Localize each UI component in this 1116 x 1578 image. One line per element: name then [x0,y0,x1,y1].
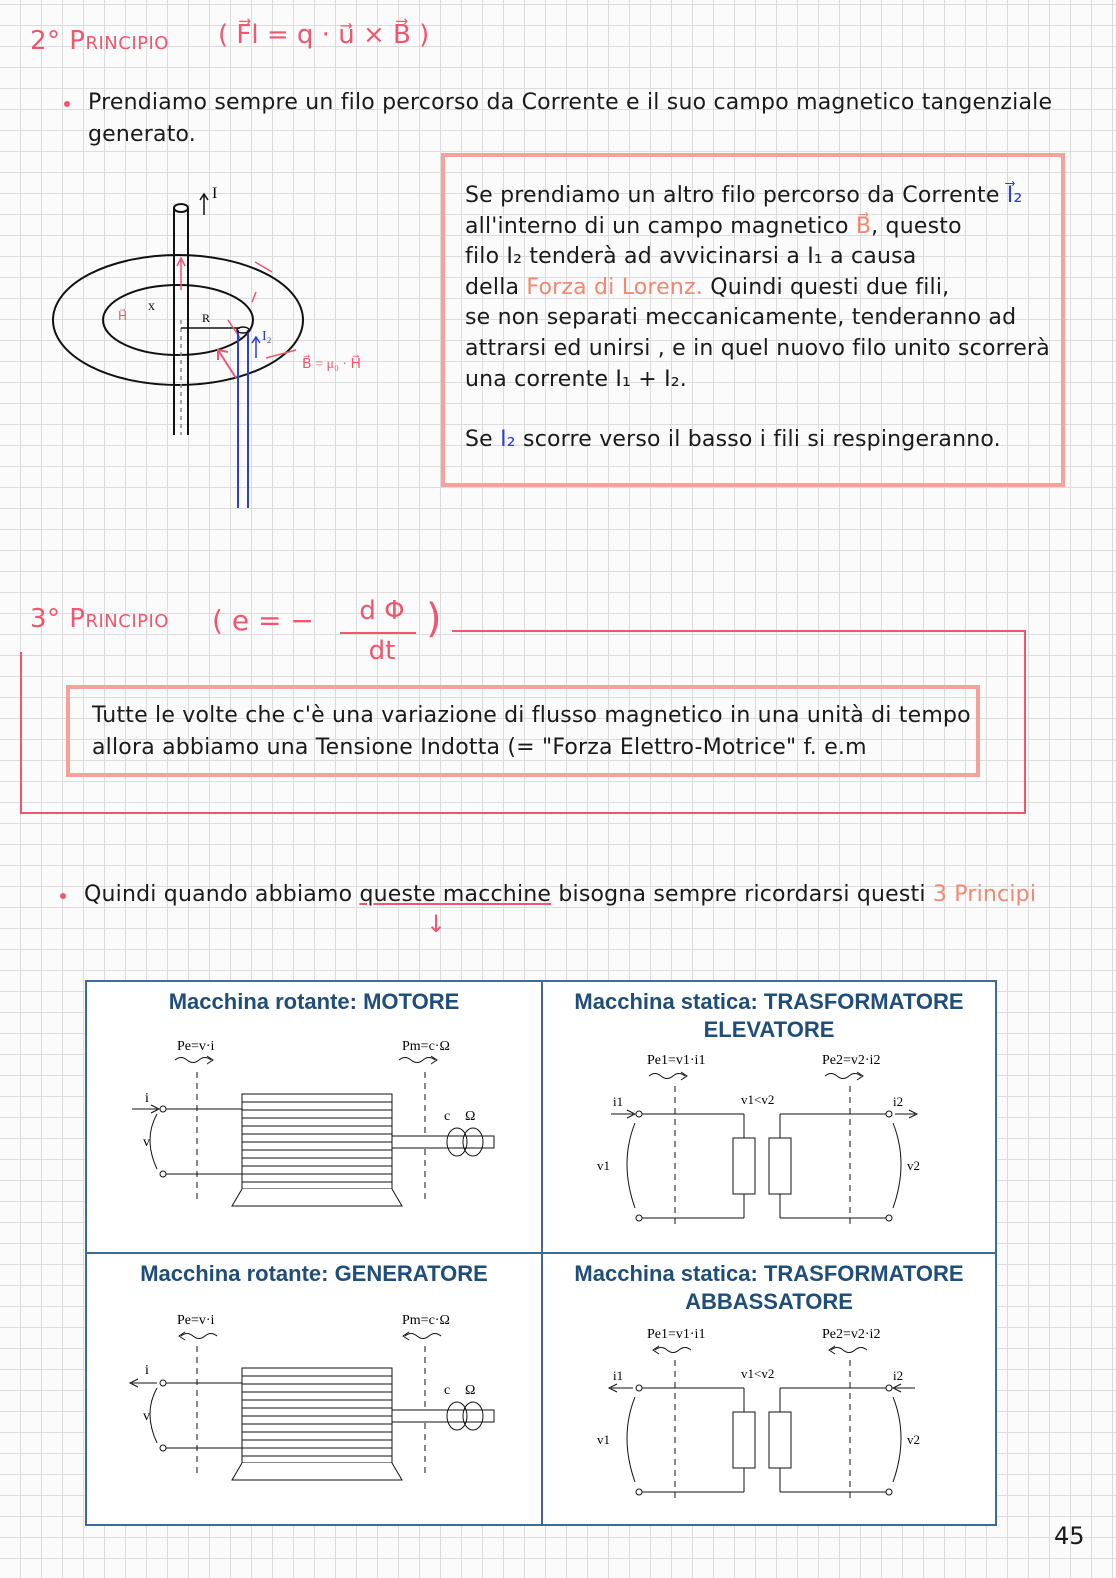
bullet3-post: bisogna sempre ricordarsi questi [558,882,926,907]
generatore-title: Macchina rotante: GENERATORE [140,1261,488,1286]
principle3-formula-close: ) [426,596,442,642]
box-line1: Se prendiamo un altro filo percorso da Corrente [465,183,1000,208]
b-formula: B⃗ = μ₀ · H⃗ [302,357,362,372]
principle2-bullet-line2: generato. [88,122,196,147]
box-lorentz: Forza di Lorenz. [526,275,704,300]
wire-field-diagram [40,170,420,515]
frame-left-line [20,652,22,814]
motore-title: Macchina rotante: MOTORE [168,989,460,1014]
generatore-omega: Ω [465,1383,476,1398]
principle3-formula-num: d Φ [359,596,405,626]
down-arrow: ↓ [426,910,447,938]
principle2-explanation-box [441,153,1065,487]
motore-pm: Pm=c·Ω [402,1039,450,1054]
outer-field-line [53,255,303,385]
box-last-pre: Se [465,427,493,452]
elevatore-i1: i1 [613,1094,624,1109]
machines-table [85,980,997,1526]
principle3-line2: allora abbiamo una Tensione Indotta (= "Forza Elettro-Motrice" f. e.m [92,735,867,760]
abbassatore-cmp: v1<v2 [741,1366,775,1381]
box-line4b: Quindi questi due fili, [710,275,950,300]
generatore-c: c [444,1383,451,1398]
generatore-pm: Pm=c·Ω [402,1313,450,1328]
bullet3-underlined: queste macchine [359,882,552,907]
motore-omega: Ω [465,1109,476,1124]
abbassatore-diagram [587,1322,967,1502]
generatore-pe: Pe=v·i [177,1313,215,1328]
bullet3-pre: Quindi quando abbiamo [84,882,353,907]
page-number: 45 [1054,1522,1085,1550]
abbassatore-i1: i1 [613,1368,624,1383]
motore-pe: Pe=v·i [177,1039,215,1054]
abbassatore-v2: v2 [907,1432,920,1447]
box-line7: una corrente I₁ + I₂. [465,367,687,392]
principle3-line1: Tutte le volte che c'è una variazione di flusso magnetico in una unità di tempo [92,703,971,728]
generatore-v: v [143,1409,150,1424]
box-line4: della [465,275,520,300]
radius-label: R [202,311,211,325]
abbassatore-title-line2: ABBASSATORE [685,1289,853,1314]
abbassatore-v1: v1 [597,1432,610,1447]
generatore-diagram [127,1308,507,1488]
principle3-box [66,685,980,777]
frame-right-line [1024,630,1026,814]
box-last-i2: I₂ [500,427,516,452]
bullet3-line [84,882,1036,907]
box-line5: se non separati meccanicamente, tenderanno ad [465,305,1017,330]
box-line3: filo I₂ tenderà ad avvicinarsi a I₁ a causa [465,244,917,269]
fraction-bar [340,632,416,634]
box-b-vector: B⃗ [855,214,872,239]
elevatore-title-line1: Macchina statica: TRASFORMATORE [574,989,964,1014]
elevatore-v1: v1 [597,1158,610,1173]
abbassatore-title-line1: Macchina statica: TRASFORMATORE [574,1261,964,1286]
i2-diagram-label: I₂ [262,329,272,344]
principle2-bullet-line1: Prendiamo sempre un filo percorso da Corrente e il suo campo magnetico tangenziale [88,90,1053,115]
motore-diagram [127,1034,507,1214]
elevatore-title-line2: ELEVATORE [703,1017,835,1042]
box-comma-questo: , questo [871,214,962,239]
box-line2: all'interno di un campo magnetico [465,214,849,239]
frame-top-line [452,630,1026,632]
elevatore-pe2: Pe2=v2·i2 [822,1053,881,1068]
abbassatore-i2: i2 [893,1368,904,1383]
bullet-dot [64,101,70,107]
elevatore-diagram [587,1048,967,1228]
current-label: I [212,185,218,202]
abbassatore-pe2: Pe2=v2·i2 [822,1327,881,1342]
bullet3-highlight: 3 Principi [932,882,1037,907]
motore-c: c [444,1109,451,1124]
svg-text:x: x [148,299,155,314]
principle2-formula: ( F⃗l = q · u⃗ × B⃗ ) [218,20,430,50]
principle3-formula-e: ( e = − [212,604,314,637]
motore-v: v [143,1135,150,1150]
elevatore-v2: v2 [907,1158,920,1173]
elevatore-pe1: Pe1=v1·i1 [647,1053,706,1068]
abbassatore-pe1: Pe1=v1·i1 [647,1327,706,1342]
principle2-title: 2° Principio [30,26,169,56]
elevatore-cmp: v1<v2 [741,1092,775,1107]
principle3-title: 3° Principio [30,604,169,634]
box-last-post: scorre verso il basso i fili si respingeranno. [523,427,1001,452]
principle3-formula-den: dt [368,636,396,666]
h-label: H⃗ [118,309,128,323]
generatore-i: i [145,1363,149,1378]
motore-i: i [145,1091,149,1106]
bullet-dot [60,893,66,899]
box-i2-vector: I⃗₂ [1006,183,1023,208]
frame-bottom-line [20,812,1026,814]
box-line6: attrarsi ed unirsi , e in quel nuovo filo unito scorrerà [465,336,1050,361]
elevatore-i2: i2 [893,1094,904,1109]
